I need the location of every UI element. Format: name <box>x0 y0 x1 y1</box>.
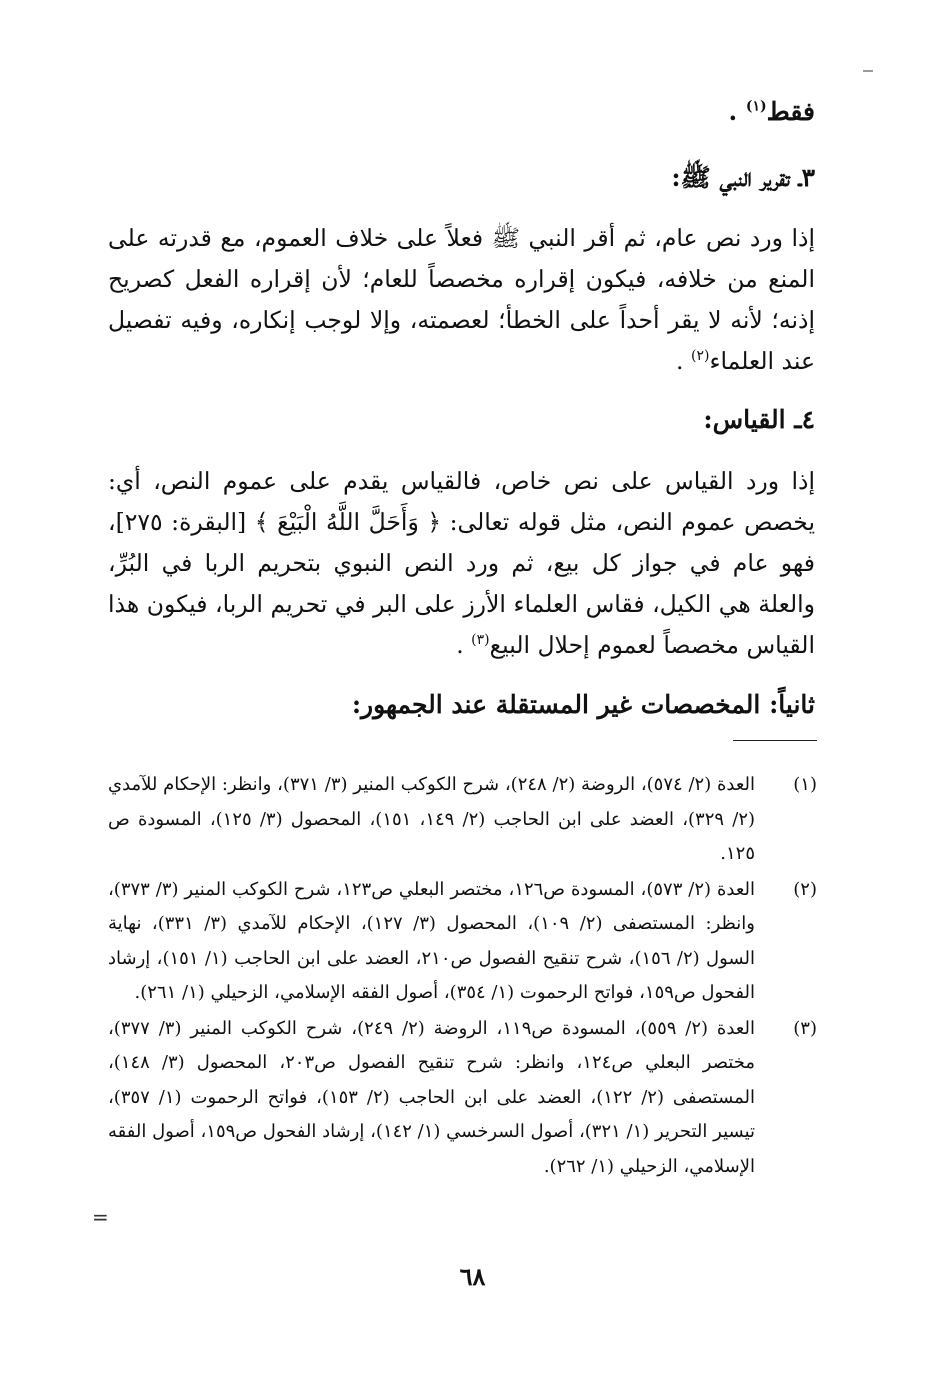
footnote-separator <box>733 740 817 741</box>
footnote-3 <box>108 1012 817 1185</box>
footnote-2 <box>108 873 817 1011</box>
continued-text-body: فقط <box>766 97 815 126</box>
paragraph-prophet-approval-text: إذا ورد نص عام، ثم أقر النبي ﷺ فعلاً على خلاف العموم، مع قدرته على المنع من خلافه، فيكون إقراره مخصصاً للعام؛ لأن إقراره الفعل كصريح إذنه؛ لأنه لا يقر أحداً على الخطأ؛ لعصمته، وإلا لوجب إنكاره، وفيه تفصيل عند العلماء <box>108 224 815 375</box>
paragraph-prophet-approval <box>108 218 815 382</box>
footnote-ref-1: (١) <box>745 98 767 115</box>
scan-mark <box>863 70 873 72</box>
paragraph-prophet-approval-end: . <box>676 347 684 375</box>
paragraph-analogy <box>108 461 815 666</box>
continued-text-end: . <box>728 97 738 126</box>
section-heading-analogy: ٤ـ القياس: <box>703 405 815 434</box>
footnotes <box>108 768 817 1185</box>
footnote-text: العدة (٢/ ٥٥٩)، المسودة ص١١٩، الروضة (٢/ ٢٤٩)، شرح الكوكب المنير (٣/ ٣٧٧)، مختصر البعلي ص١٢٤، وانظر: شرح تنقيح الفصول ص٢٠٣، المحصول (٣/ ١٤٨)، المستصفى (٢/ ١٢٢)، العضد على ابن الحاجب (٢/ ١٥٣)، فواتح الرحموت (١/ ٣٥٧)، تيسير التحرير (١/ ٣٢١)، أصول السرخسي (١/ ١٤٢)، إرشاد الفحول ص١٥٩، أصول الفقه الإسلامي، الزحيلي (١/ ٢٦٢). <box>108 1017 756 1177</box>
subheading-non-independent-specifiers: ثانياً: المخصصات غير المستقلة عند الجمهور: <box>351 690 815 719</box>
footnote-ref-2: (٢) <box>691 348 710 365</box>
footnote-number: (٣) <box>793 1017 817 1039</box>
footnote-ref-3: (٣) <box>471 632 490 649</box>
section-heading-prophet-approval: ٣ـ تقرير النبي ﷺ: <box>671 163 815 192</box>
footnote-number: (١) <box>793 774 817 795</box>
footnote-text: العدة (٢/ ٥٧٣)، المسودة ص١٢٦، مختصر البعلي ص١٢٣، شرح الكوكب المنير (٣/ ٣٧٣)، وانظر: المستصفى (٢/ ١٠٩)، المحصول (٣/ ١٢٧)، الإحكام للآمدي (٣/ ٣٣١)، نهاية السول (٢/ ١٥٦)، شرح تنقيح الفصول ص٢١٠، العضد على ابن الحاجب (١/ ١٥١)، إرشاد الفحول ص١٥٩، فواتح الرحموت (١/ ٣٥٤)، أصول الفقه الإسلامي، الزحيلي (١/ ٢٦١). <box>108 878 755 1003</box>
footnote-text: العدة (٢/ ٥٧٤)، الروضة (٢/ ٢٤٨)، شرح الكوكب المنير (٣/ ٣٧١)، وانظر: الإحكام للآمدي (٢/ ٣٢٩)، العضد على ابن الحاجب (٢/ ١٤٩، ١٥١)، المحصول (٣/ ١٢٥)، المسودة ص ١٢٥. <box>108 774 756 864</box>
page-number: ٦٨ <box>459 1262 486 1291</box>
footnote-1 <box>108 768 817 872</box>
paragraph-analogy-end: . <box>456 631 464 659</box>
margin-mark: = <box>92 1205 109 1229</box>
footnote-number: (٢) <box>793 878 817 900</box>
paragraph-analogy-text: إذا ورد القياس على نص خاص، فالقياس يقدم على عموم النص، أي: يخصص عموم النص، مثل قوله تعالى: ﴿ وَأَحَلَّ اللَّهُ الْبَيْعَ ﴾ [البقرة: ٢٧٥]، فهو عام في جواز كل بيع، ثم ورد النص النبوي بتحريم الربا في البُرِّ، والعلة هي الكيل، فقاس العلماء الأرز على البر في تحريم الربا، فيكون هذا القياس مخصصاً لعموم إحلال البيع <box>108 467 815 659</box>
continued-text <box>728 92 815 132</box>
